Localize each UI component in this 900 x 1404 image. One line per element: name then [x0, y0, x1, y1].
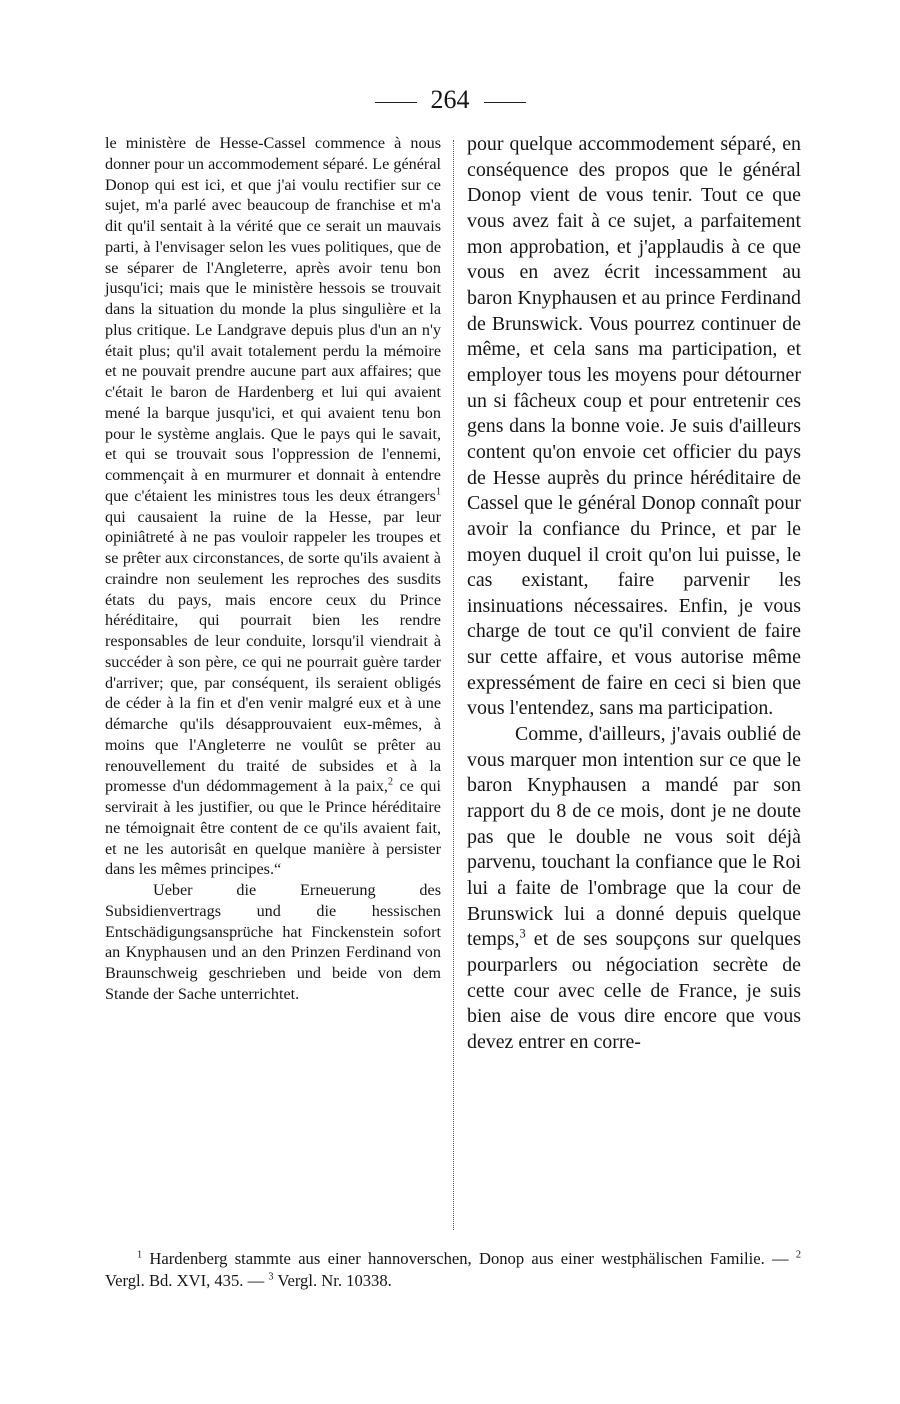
footnote-1-text: Hardenberg stammte aus einer hannoverschen, Donop aus einer westphälischen Familie. —	[142, 1249, 796, 1268]
letter-paragraph-2	[467, 722, 801, 1056]
header-dash-right	[484, 102, 526, 103]
quote-paragraph	[105, 133, 441, 880]
quote-text: le ministère de Hesse-Cassel commence à nous donner pour un accommodement séparé. Le général Donop qui est ici, et que j'ai voulu rectifier sur ce sujet, m'a parlé avec beaucoup de franchise et m'a dit qu'il sentait à la vérité que ce serait un mauvais parti, à l'envisager selon les vues politiques, que de se séparer de l'Angleterre, après avoir tenu bon jusqu'ici; mais que le ministère hessois se trouvait dans la situation du monde la plus singulière et la plus critique. Le Landgrave depuis plus d'un an n'y était plus; qu'il avait totalement perdu la mémoire et ne pouvait prendre aucune part aux affaires; que c'était le baron de Hardenberg et lui qui avaient mené la barque jusqu'ici, et qui avaient tenu bon pour le système anglais. Que le pays qui le savait, et qui se trouvait sous l'oppression de l'ennemi, commençait à en murmurer et donnait à entendre que c'étaient les ministres tous les deux étrangers	[105, 134, 441, 505]
quote-text-end: ce qui servirait à les justifier, ou que le Prince héréditaire ne témoignait être content de ce qu'ils avaient fait, et ne les autorisât en quelque manière à persister dans les mêmes principes.“	[105, 777, 441, 879]
footnote-line	[105, 1248, 801, 1292]
footnote-3-text: Vergl. Nr. 10338.	[273, 1271, 392, 1290]
footnote-marker-1: 1	[137, 1249, 143, 1261]
footnote-2-text: Vergl. Bd. XVI, 435. —	[105, 1271, 269, 1290]
letter-paragraph-2-text: Comme, d'ailleurs, j'avais oublié de vous marquer mon intention sur ce que le baron Knyphausen a mandé par son rapport du 8 de ce mois, dont je ne doute pas que le double ne vous soit déjà parvenu, touchant la confiance que le Roi lui a faite de l'ombrage que la cour de Brunswick lui a donné depuis quelque temps,	[467, 723, 801, 951]
footnote-ref-3: 3	[519, 926, 526, 941]
header-dash-left	[375, 102, 417, 103]
footnote-ref-2: 2	[387, 776, 393, 788]
page-number: 264	[430, 85, 470, 114]
letter-paragraph-2-end: et de ses soupçons sur quelques pourparlers ou négociation secrète de cette cour avec celle de France, je suis bien aise de vous dire encore que vous devez entrer en corre-	[467, 928, 801, 1053]
right-column	[467, 132, 801, 1056]
footnote-marker-3: 3	[268, 1271, 274, 1283]
footnote-marker-2: 2	[795, 1249, 801, 1261]
letter-paragraph-1: pour quelque accommodement séparé, en conséquence des propos que le général Donop vient de vous tenir. Tout ce que vous avez fait à ce sujet, a parfaitement mon approbation, et j'applaudis à ce que vous en avez écrit incessamment au baron Knyphausen et au prince Ferdinand de Brunswick. Vous pourrez continuer de même, et cela sans ma participation, et employer tous les moyens pour détourner un si fâcheux coup et pour entretenir ces gens dans la bonne voie. Je suis d'ailleurs content qu'on envoie cet officier du pays de Hesse auprès du prince héréditaire de Cassel que le général Donop connaît pour avoir la confiance du Prince, et par le moyen duquel il croit qu'on lui puisse, le cas existant, faire parvenir les insinuations nécessaires. Enfin, je vous charge de tout ce qu'il convient de faire sur cette affaire, et vous autorise même expressément de faire en ceci si bien que vous l'entendez, sans ma participation.	[467, 133, 801, 720]
editorial-note-paragraph: Ueber die Erneuerung des Subsidienvertrags und die hessischen Entschädigungsansprüche hat Finckenstein sofort an Knyphausen und an den Prinzen Ferdinand von Braunschweig geschrieben und beide von dem Stande der Sache unterrichtet.	[105, 881, 441, 1003]
footnotes	[105, 1248, 801, 1292]
footnote-ref-1: 1	[435, 486, 441, 498]
page-header	[0, 82, 900, 118]
left-column	[105, 133, 441, 1005]
quote-text-continued: qui causaient la ruine de la Hesse, par leur opiniâtreté à ne pas vouloir rappeler les troupes et se prêter aux circonstances, de sorte qu'ils avaient à craindre non seulement les reproches des susdits états du pays, mais encore ceux du Prince héréditaire, qui pourrait bien les rendre responsables de leur conduite, lorsqu'il viendrait à succéder à son père, ce qui ne pourrait guère tarder d'arriver; que, par conséquent, ils seraient obligés de céder à la fin et d'en venir malgré eux et à une démarche qu'ils désapprouvaient eux-mêmes, à moins que l'Angleterre ne voulût se prêter au renouvellement du traité de subsides et à la promesse d'un dédommagement à la paix,	[105, 507, 441, 796]
column-divider	[453, 140, 454, 1230]
